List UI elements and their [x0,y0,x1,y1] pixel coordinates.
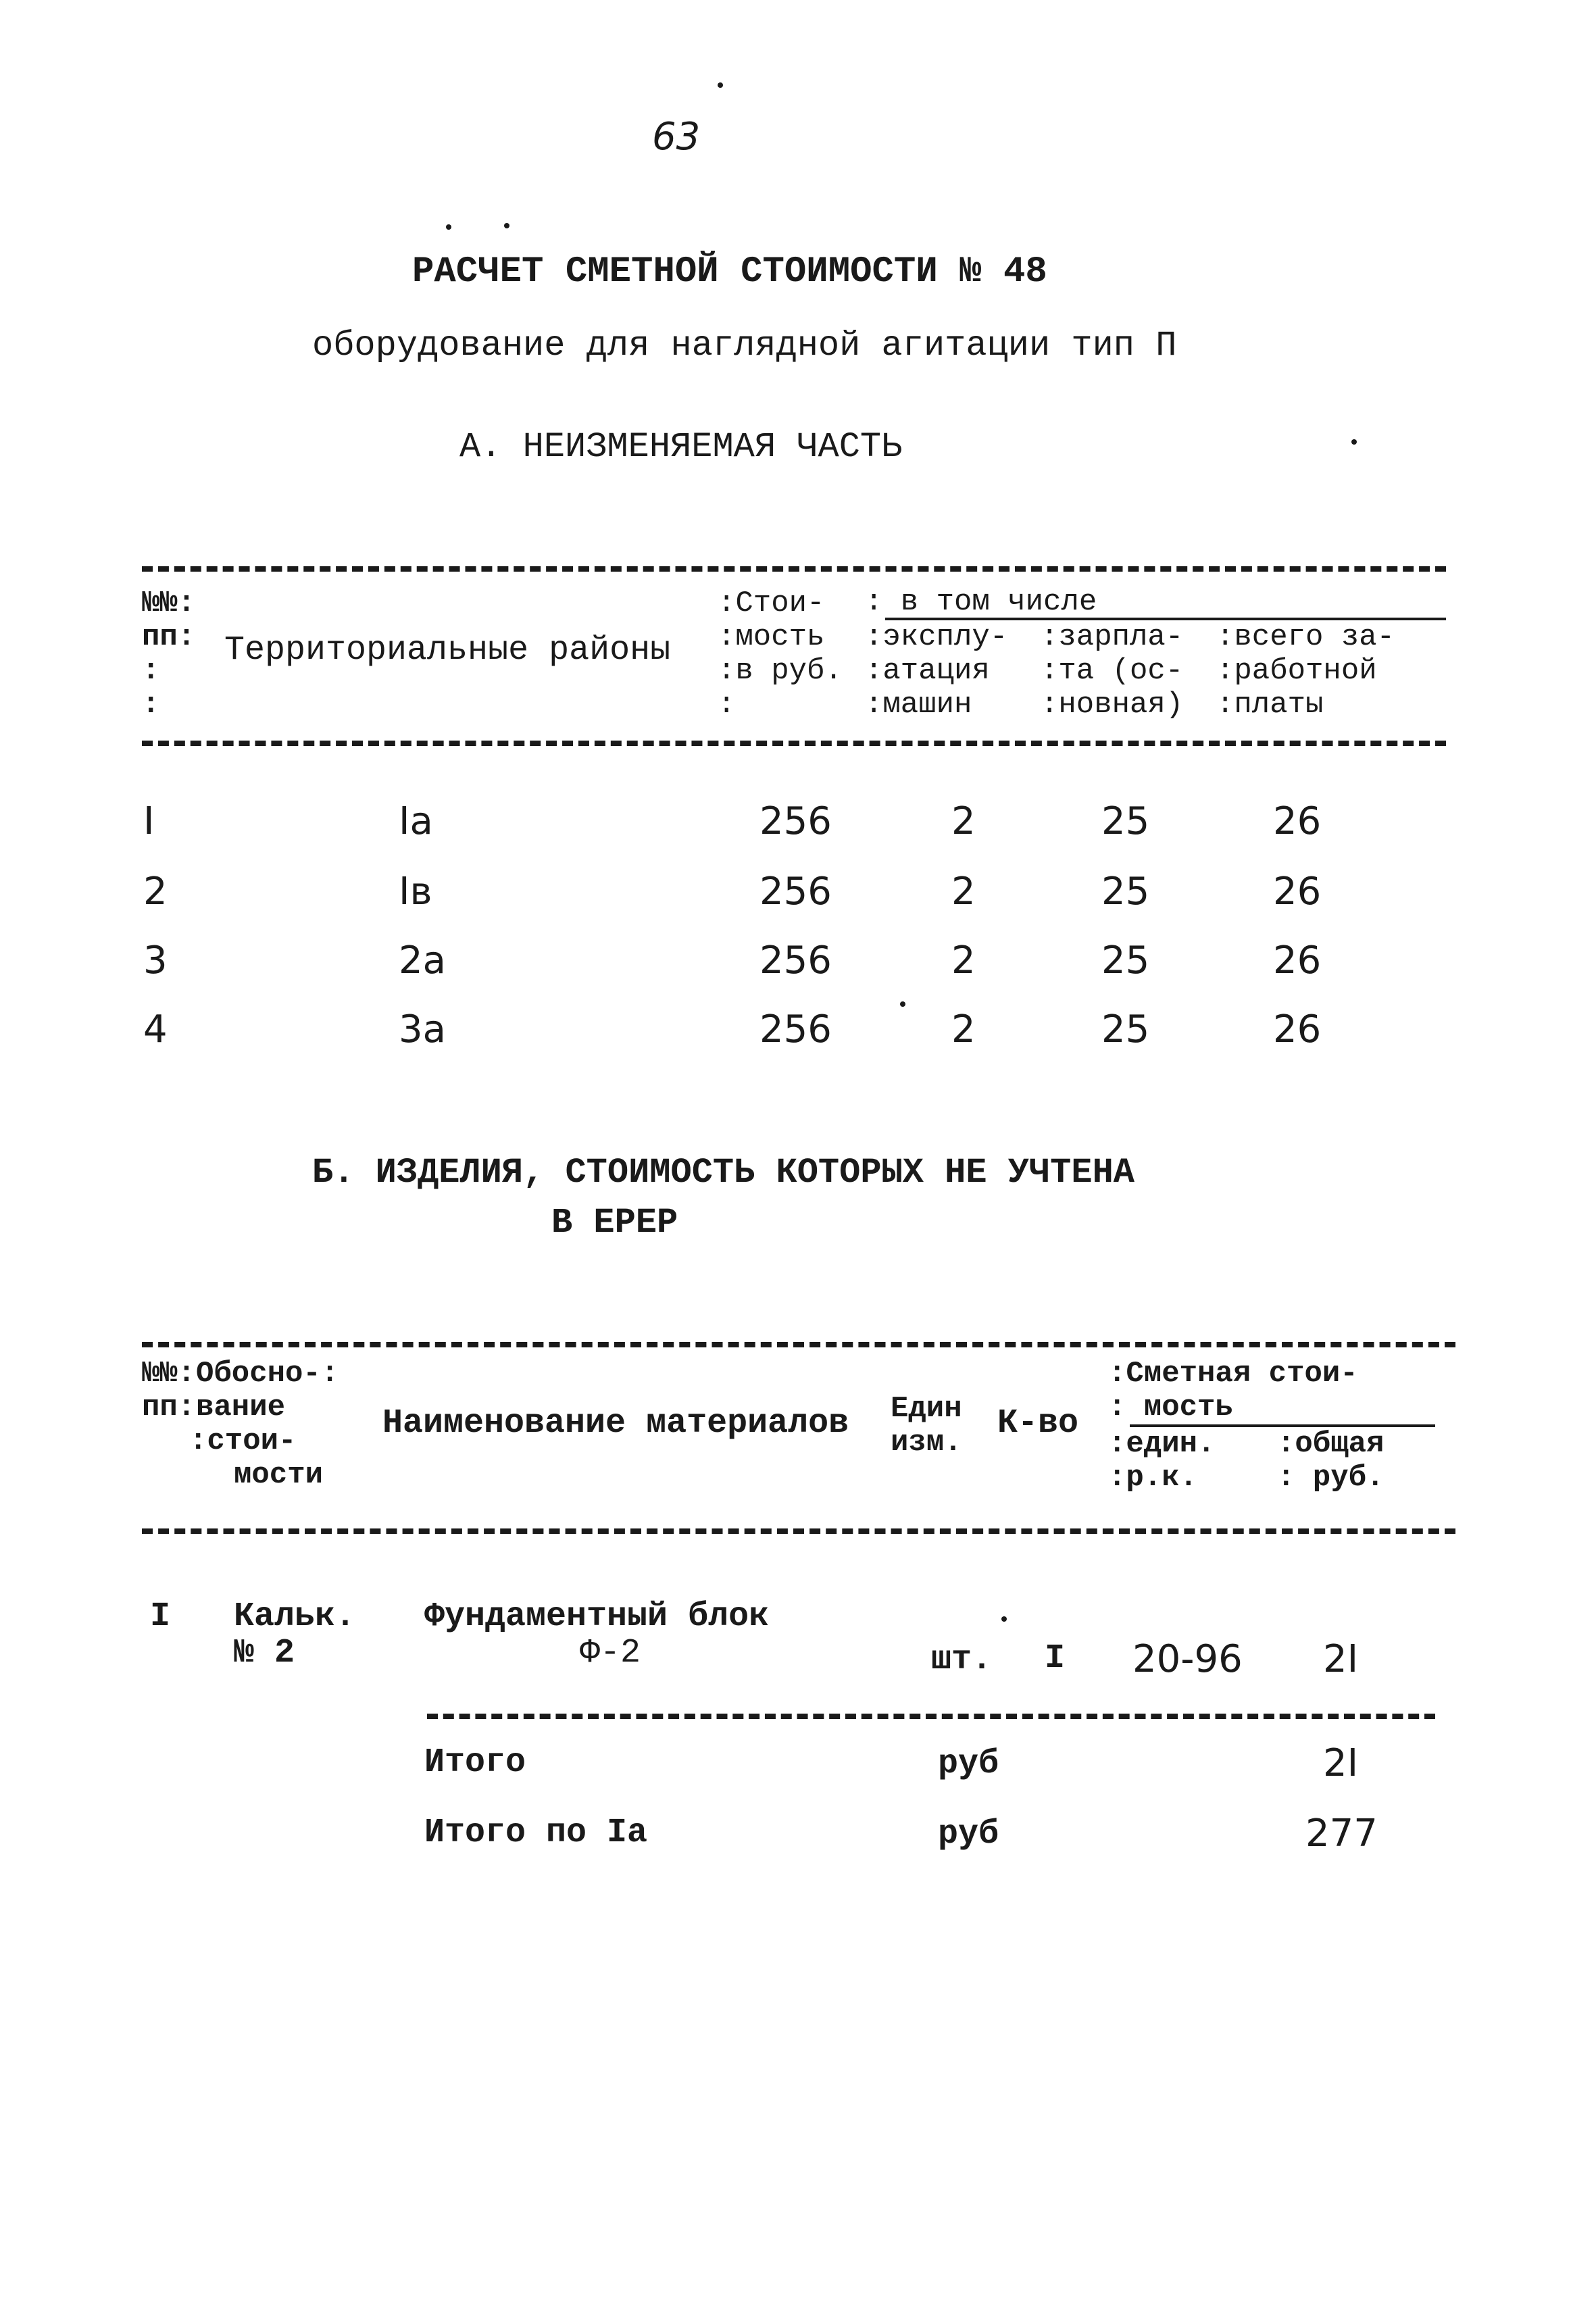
col-incl-header: : в том числе [865,585,1097,619]
row-total-wage: 26 [1273,799,1322,843]
row-num: 4 [143,1007,168,1051]
page-number: 63 [652,115,701,159]
row-total-wage: 26 [1273,939,1322,982]
col-b-unit-price-header-line2: :р.к. [1108,1461,1198,1495]
row-wage: 25 [1101,870,1150,914]
item-num: I [150,1597,171,1636]
col-machines-header-line2: :атация [865,654,990,688]
row-num: 3 [143,939,168,982]
item-qty: I [1045,1639,1066,1678]
col-cost-header-line4: : [718,688,736,722]
row-machines: 2 [951,799,976,843]
col-b-unit-header-line2: изм. [891,1426,962,1460]
col-num-header-colon1: : [142,654,160,688]
item-basis-line1: Кальк. [234,1597,356,1636]
scan-speck [1351,439,1357,445]
col-b-basis-header-line3: :стои- [189,1424,297,1458]
col-b-estimate-header-line1: :Сметная стои- [1108,1357,1358,1391]
scan-speck [900,1001,905,1007]
item-subtotal-rule [427,1714,1435,1719]
item-total: 2I [1323,1637,1359,1681]
col-b-unit-price-header-line1: :един. [1108,1427,1216,1461]
row-region: Iа [399,799,433,843]
col-num-header-colon2: : [142,688,160,722]
item-unit-price: 20-96 [1132,1637,1243,1681]
item-unit: шт. [931,1641,993,1679]
scan-speck [504,223,509,228]
row-machines: 2 [951,939,976,982]
table-a-top-rule [142,566,1446,572]
col-machines-header-line1: :эксплу- [865,620,1008,654]
item-name-line2: Ф-2 [580,1634,641,1672]
col-b-qty-header: К-во [997,1404,1079,1443]
col-total-wage-header-line3: :платы [1216,688,1324,722]
item-name: Фундаментный блок [424,1597,770,1636]
col-machines-header-line3: :машин [865,688,972,722]
table-a-header-rule [142,741,1446,746]
col-wage-header-line1: :зарпла- [1041,620,1184,654]
table-row [0,941,1596,981]
section-b-heading: Б. ИЗДЕЛИЯ, СТОИМОСТЬ КОТОРЫХ НЕ УЧТЕНА [312,1153,1134,1193]
row-wage: 25 [1101,1007,1150,1051]
col-total-wage-header-line1: :всего за- [1216,620,1395,654]
scan-speck [1001,1616,1007,1622]
col-b-basis-header [189,1357,339,1492]
scan-speck [718,82,723,88]
grand-total-unit: руб [938,1815,999,1853]
col-b-unit-header [891,1392,962,1460]
row-region: 3а [399,1007,446,1051]
row-total-wage: 26 [1273,1007,1322,1051]
row-region: 2а [399,939,446,982]
section-b-heading-line2: В ЕРЕР [551,1203,678,1243]
row-total-wage: 26 [1273,870,1322,914]
page-title: РАСЧЕТ СМЕТНОЙ СТОИМОСТИ № 48 [412,251,1047,293]
row-cost: 256 [759,939,832,982]
table-b-top-rule [142,1342,1455,1347]
row-wage: 25 [1101,799,1150,843]
col-b-num-header-line2: пп: [142,1391,196,1424]
col-b-estimate-header [1108,1357,1358,1424]
col-b-num-header [142,1357,195,1424]
row-num: 2 [143,870,168,914]
table-b-header-rule [142,1528,1455,1534]
col-b-total-price-header-line1: :общая [1277,1427,1385,1461]
col-num-header [142,587,195,722]
table-row [0,1007,1596,1051]
section-a-heading: А. НЕИЗМЕНЯЕМАЯ ЧАСТЬ [459,427,903,467]
row-cost: 256 [759,870,832,914]
col-total-wage-header [1216,620,1395,722]
col-machines-header [865,620,1007,722]
col-b-name-header: Наименование материалов [382,1404,849,1443]
col-b-basis-header-line2: вание [196,1391,286,1424]
col-b-basis-header-line4: мости [234,1458,324,1492]
item-basis [234,1599,355,1672]
col-wage-header [1041,620,1183,722]
row-wage: 25 [1101,939,1150,982]
row-cost: 256 [759,1007,832,1051]
col-b-basis-header-line1: Обосно-: [196,1357,339,1391]
col-cost-header-line3: :в руб. [718,654,843,688]
row-num: I [143,799,155,843]
col-b-num-header-line1: №№: [142,1357,196,1391]
row-machines: 2 [951,870,976,914]
col-b-total-price-header-line2: : руб. [1277,1461,1385,1495]
col-wage-header-line3: :новная) [1041,688,1184,722]
total-unit: руб [938,1745,999,1783]
item-basis-line2: № 2 [234,1634,295,1672]
col-cost-header [718,587,843,722]
col-cost-header-line1: :Стои- [718,587,825,620]
col-b-unit-price-header [1108,1427,1215,1495]
page-subtitle: оборудование для наглядной агитации тип П [312,326,1177,366]
col-b-unit-header-line1: Един [891,1392,962,1426]
scan-speck [446,224,451,230]
grand-total-value: 277 [1305,1812,1378,1856]
row-machines: 2 [951,1007,976,1051]
col-b-total-price-header [1277,1427,1384,1495]
table-row [0,801,1596,842]
col-b-estimate-header-line2: : мость [1108,1391,1233,1424]
col-num-header-line2: пп: [142,620,196,654]
col-wage-header-line2: :та (ос- [1041,654,1184,688]
total-value: 2I [1323,1741,1359,1785]
col-total-wage-header-line2: :работной [1216,654,1377,688]
grand-total-label: Итого по Iа [424,1814,648,1852]
total-label: Итого [424,1743,526,1782]
row-region: Iв [399,870,432,914]
col-region-header: Территориальные районы [224,631,671,670]
col-num-header-line1: №№: [142,587,196,620]
row-cost: 256 [759,799,832,843]
col-cost-header-line2: :мость [718,620,825,654]
table-row [0,872,1596,912]
